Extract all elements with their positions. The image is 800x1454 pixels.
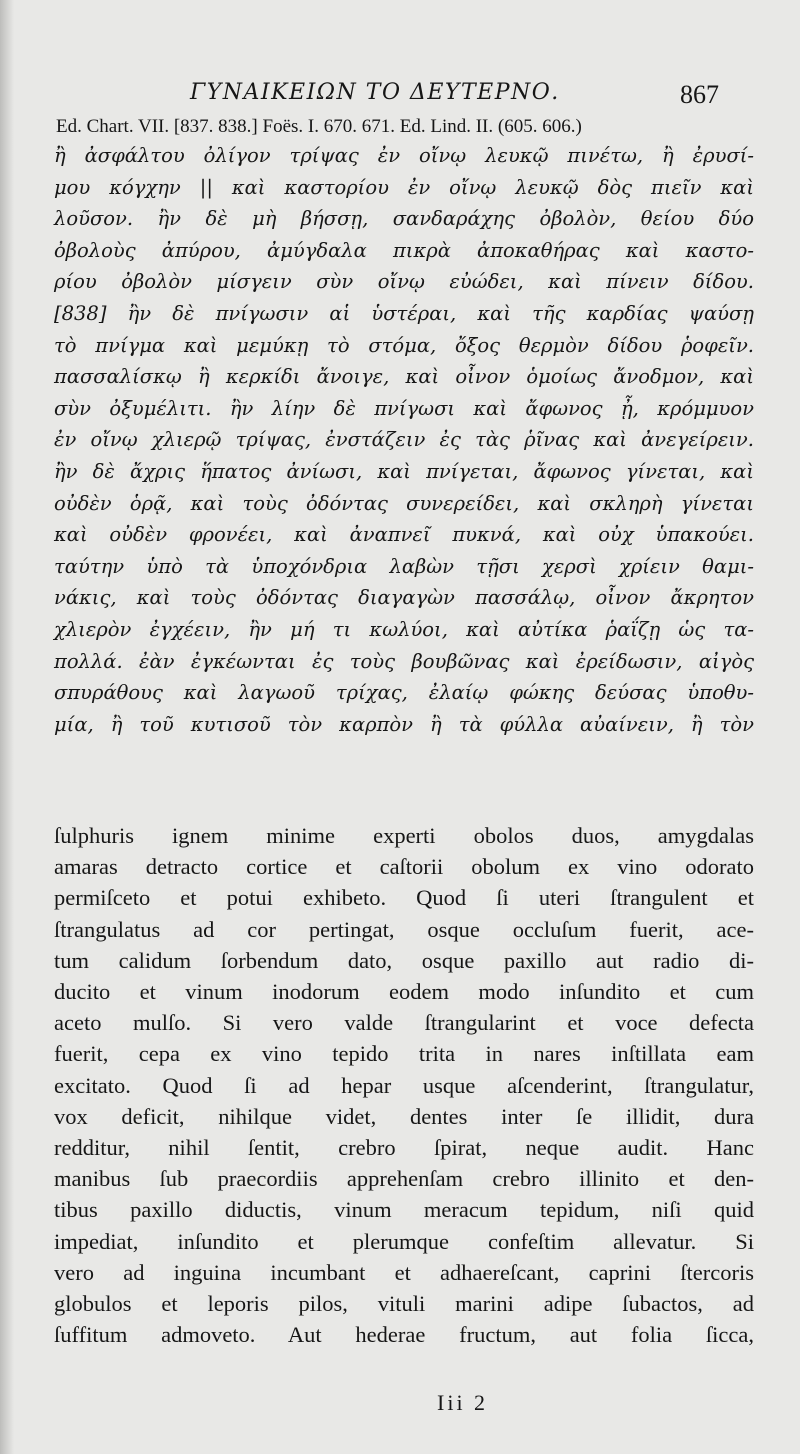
latin-line: vero ad inguina incumbant et adhaereſcant, caprini ſtercoris xyxy=(54,1259,754,1285)
greek-line: μου κόγχην || καὶ καστορίου ἐν οἴνῳ λευκῷ δὸς πιεῖν καὶ xyxy=(54,175,754,199)
greek-line: πολλά. ἐὰν ἐγκέωνται ἐς τοὺς βουβῶνας καὶ ἐρείδωσιν, αἰγὸς xyxy=(54,649,754,673)
greek-line: ἢν δὲ ἄχρις ἥπατος ἀνίωσι, καὶ πνίγεται, ἄφωνος γίνεται, καὶ xyxy=(54,459,754,483)
greek-line: τὸ πνίγμα καὶ μεμύκῃ τὸ στόμα, ὄξος θερμὸν δίδου ῥοφεῖν. xyxy=(54,333,754,357)
edition-reference-line: Ed. Chart. VII. [837. 838.] Foës. I. 670. 671. Ed. Lind. II. (605. 606.) xyxy=(56,116,582,137)
greek-text-block xyxy=(54,140,754,740)
greek-line: ὀβολοὺς ἀπύρου, ἀμύγδαλα πικρὰ ἀποκαθήρας καὶ καστο- xyxy=(54,238,754,262)
running-head: ΓΥΝΑΙΚΕΙΩΝ ΤΟ ΔΕΥΤΕΡΝΟ. xyxy=(190,80,560,105)
latin-line: fuerit, cepa ex vino tepido trita in nares inſtillata eam xyxy=(54,1041,754,1067)
greek-line: ρίου ὀβολὸν μίσγειν σὺν οἴνῳ εὐώδει, καὶ πίνειν δίδου. xyxy=(54,270,754,294)
greek-line: σπυράθους καὶ λαγωοῦ τρίχας, ἐλαίῳ φώκης δεύσας ὑποθυ- xyxy=(54,681,754,705)
latin-translation-block xyxy=(54,820,754,1350)
greek-line: μία, ἢ τοῦ κυτισοῦ τὸν καρπὸν ἢ τὰ φύλλα αὐαίνειν, ἢ τὸν xyxy=(54,712,754,736)
greek-line: καὶ οὐδὲν φρονέει, καὶ ἀναπνεῖ πυκνά, καὶ οὐχ ὑπακούει. xyxy=(54,523,754,547)
latin-line: permiſceto et potui exhibeto. Quod ſi uteri ſtrangulent et xyxy=(54,885,754,911)
latin-line: aceto mulſo. Si vero valde ſtrangularint et voce defecta xyxy=(54,1010,754,1036)
greek-line: [838] ἢν δὲ πνίγωσιν αἱ ὑστέραι, καὶ τῆς καρδίας ψαύσῃ xyxy=(54,301,754,325)
greek-line: οὐδὲν ὁρᾷ, καὶ τοὺς ὀδόντας συνερείδει, καὶ σκληρὴ γίνεται xyxy=(54,491,754,515)
latin-line: excitato. Quod ſi ad hepar usque aſcenderint, ſtrangulatur, xyxy=(54,1072,754,1098)
latin-line: redditur, nihil ſentit, crebro ſpirat, neque audit. Hanc xyxy=(54,1135,754,1161)
greek-line: πασσαλίσκῳ ἢ κερκίδι ἄνοιγε, καὶ οἶνον ὁμοίως ἄνοδμον, καὶ xyxy=(54,365,754,389)
latin-line: amaras detracto cortice et caſtorii obolum ex vino odorato xyxy=(54,854,754,880)
latin-line: vox deficit, nihilque videt, dentes inter ſe illidit, dura xyxy=(54,1103,754,1129)
greek-line: χλιερὸν ἐγχέειν, ἢν μή τι κωλύοι, καὶ αὐτίκα ῥαΐζῃ ὡς τα- xyxy=(54,617,754,641)
latin-line: ducito et vinum inodorum eodem modo inſundito et cum xyxy=(54,979,754,1005)
latin-line: tum calidum ſorbendum dato, osque paxillo aut radio di- xyxy=(54,947,754,973)
greek-line: ἐν οἴνῳ χλιερῷ τρίψας, ἐνστάζειν ἐς τὰς ῥῖνας καὶ ἀνεγείρειν. xyxy=(54,428,754,452)
latin-line: impediat, inſundito et plerumque confeſtim allevatur. Si xyxy=(54,1228,754,1254)
latin-line: ſulphuris ignem minime experti obolos duos, amygdalas xyxy=(54,823,754,848)
page-gutter-shadow xyxy=(0,0,14,1454)
signature-mark: Iii 2 xyxy=(437,1390,489,1415)
greek-line: λοῦσον. ἢν δὲ μὴ βήσσῃ, σανδαράχης ὀβολὸν, θείου δύο xyxy=(54,207,754,231)
page-number: 867 xyxy=(680,80,719,109)
latin-line: manibus ſub praecordiis apprehenſam crebro illinito et den- xyxy=(54,1166,754,1192)
greek-line: ἢ ἀσφάλτου ὀλίγον τρίψας ἐν οἴνῳ λευκῷ πινέτω, ἢ ἐρυσί- xyxy=(54,144,754,167)
latin-line: tibus paxillo diductis, vinum meracum tepidum, niſi quid xyxy=(54,1197,754,1223)
latin-line: ſuffitum admoveto. Aut hederae fructum, aut folia ſicca, xyxy=(54,1322,754,1348)
latin-line: ſtrangulatus ad cor pertingat, osque occluſum fuerit, ace- xyxy=(54,916,754,942)
greek-line: σὺν ὀξυμέλιτι. ἢν λίην δὲ πνίγωσι καὶ ἄφωνος ᾖ, κρόμμυον xyxy=(54,396,754,420)
latin-line: globulos et leporis pilos, vituli marini adipe ſubactos, ad xyxy=(54,1291,754,1317)
greek-line: νάκις, καὶ τοὺς ὀδόντας διαγαγὼν πασσάλῳ, οἶνον ἄκρητον xyxy=(54,586,754,610)
greek-line: ταύτην ὑπὸ τὰ ὑποχόνδρια λαβὼν τῇσι χερσὶ χρίειν θαμι- xyxy=(54,554,754,578)
